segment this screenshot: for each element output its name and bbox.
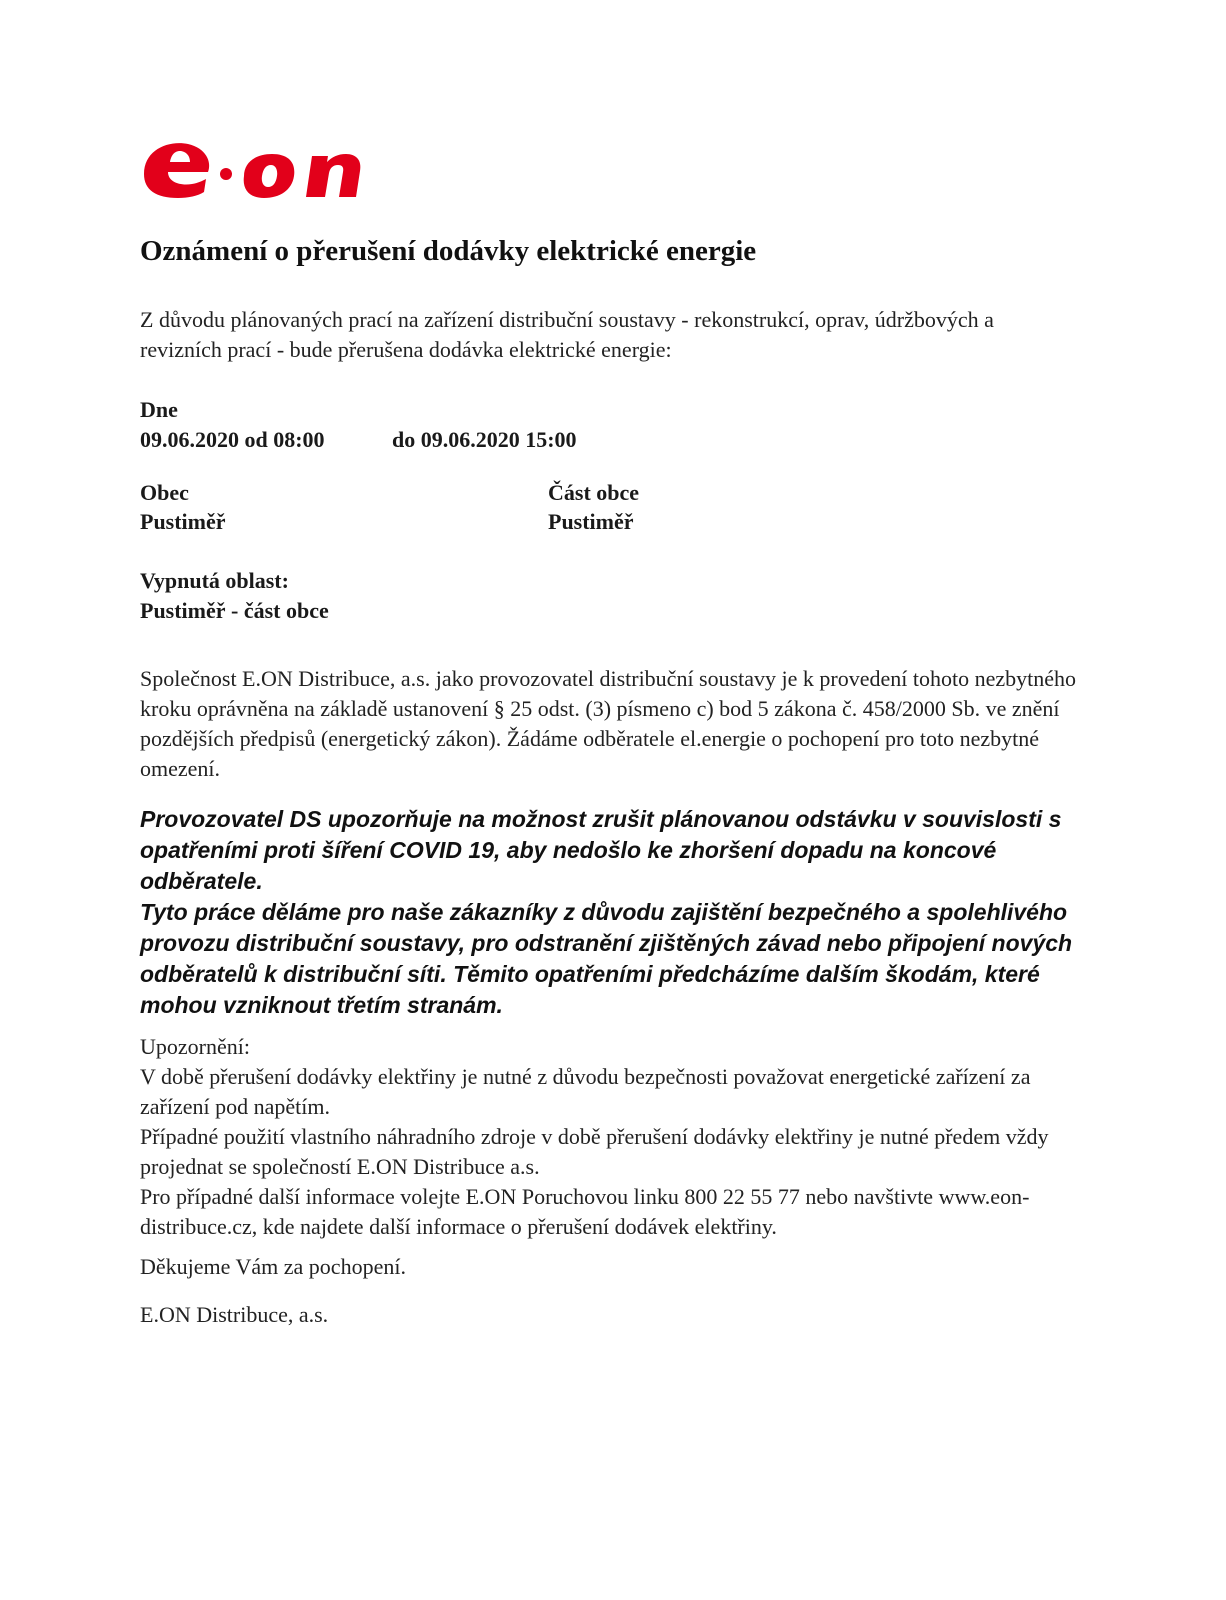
area-label: Vypnutá oblast:	[140, 568, 289, 593]
warning-line-1: V době přerušení dodávky elektřiny je nutné z důvodu bezpečnosti považovat energetické zařízení za zařízení pod napětím.	[140, 1064, 1031, 1119]
thanks-text: Děkujeme Vám za pochopení.	[140, 1254, 406, 1279]
warning-label: Upozornění:	[140, 1034, 250, 1059]
covid-notice	[140, 804, 1090, 1021]
covid-notice-text: Provozovatel DS upozorňuje na možnost zrušit plánovanou odstávku v souvislosti s opatřeními proti šíření COVID 19, aby nedošlo ke zhoršení dopadu na koncové odběratele.	[140, 806, 1062, 894]
warning-line-3: Pro případné další informace volejte E.ON Poruchovou linku 800 22 55 77 nebo navštivte www.eon-distribuce.cz, kde najdete další informace o přerušení dodávek elektřiny.	[140, 1184, 1030, 1239]
legal-paragraph: Společnost E.ON Distribuce, a.s. jako provozovatel distribuční soustavy je k provedení tohoto nezbytného kroku oprávněna na základě ustanovení § 25 odst. (3) písmeno c) bod 5 zákona č. 458/2000 Sb. ve znění pozdějších předpisů (energetický zákon). Žádáme odběratele el.energie o pochopení pro toto nezbytné omezení.	[140, 666, 1077, 781]
obec-value: Pustiměř	[140, 509, 226, 534]
signature: E.ON Distribuce, a.s.	[140, 1302, 329, 1327]
eon-logo	[140, 138, 364, 200]
warning-block	[140, 1032, 1060, 1242]
intro-paragraph: Z důvodu plánovaných prací na zařízení distribuční soustavy - rekonstrukcí, oprav, údržbových a revizních prací - bude přerušena dodávka elektrické energie:	[140, 307, 994, 362]
obec-label: Obec	[140, 480, 189, 505]
area-value: Pustiměř - část obce	[140, 598, 329, 623]
cast-obce-value: Pustiměř	[548, 509, 634, 534]
day-label: Dne	[140, 397, 178, 422]
reason-notice-text: Tyto práce děláme pro naše zákazníky z důvodu zajištění bezpečného a spolehlivého provozu distribuční soustavy, pro odstranění zjištěných závad nebo připojení nových odběratelů k distribuční síti. Těmito opatřeními předcházíme dalším škodám, které mohou vzniknout třetím stranám.	[140, 899, 1073, 1018]
date-to: do 09.06.2020 15:00	[392, 427, 577, 452]
warning-line-2: Případné použití vlastního náhradního zdroje v době přerušení dodávky elektřiny je nutné předem vždy projednat se společností E.ON Distribuce a.s.	[140, 1124, 1049, 1179]
page-title: Oznámení o přerušení dodávky elektrické energie	[140, 235, 757, 267]
cast-obce-label: Část obce	[548, 480, 640, 505]
date-from: 09.06.2020 od 08:00	[140, 427, 325, 452]
